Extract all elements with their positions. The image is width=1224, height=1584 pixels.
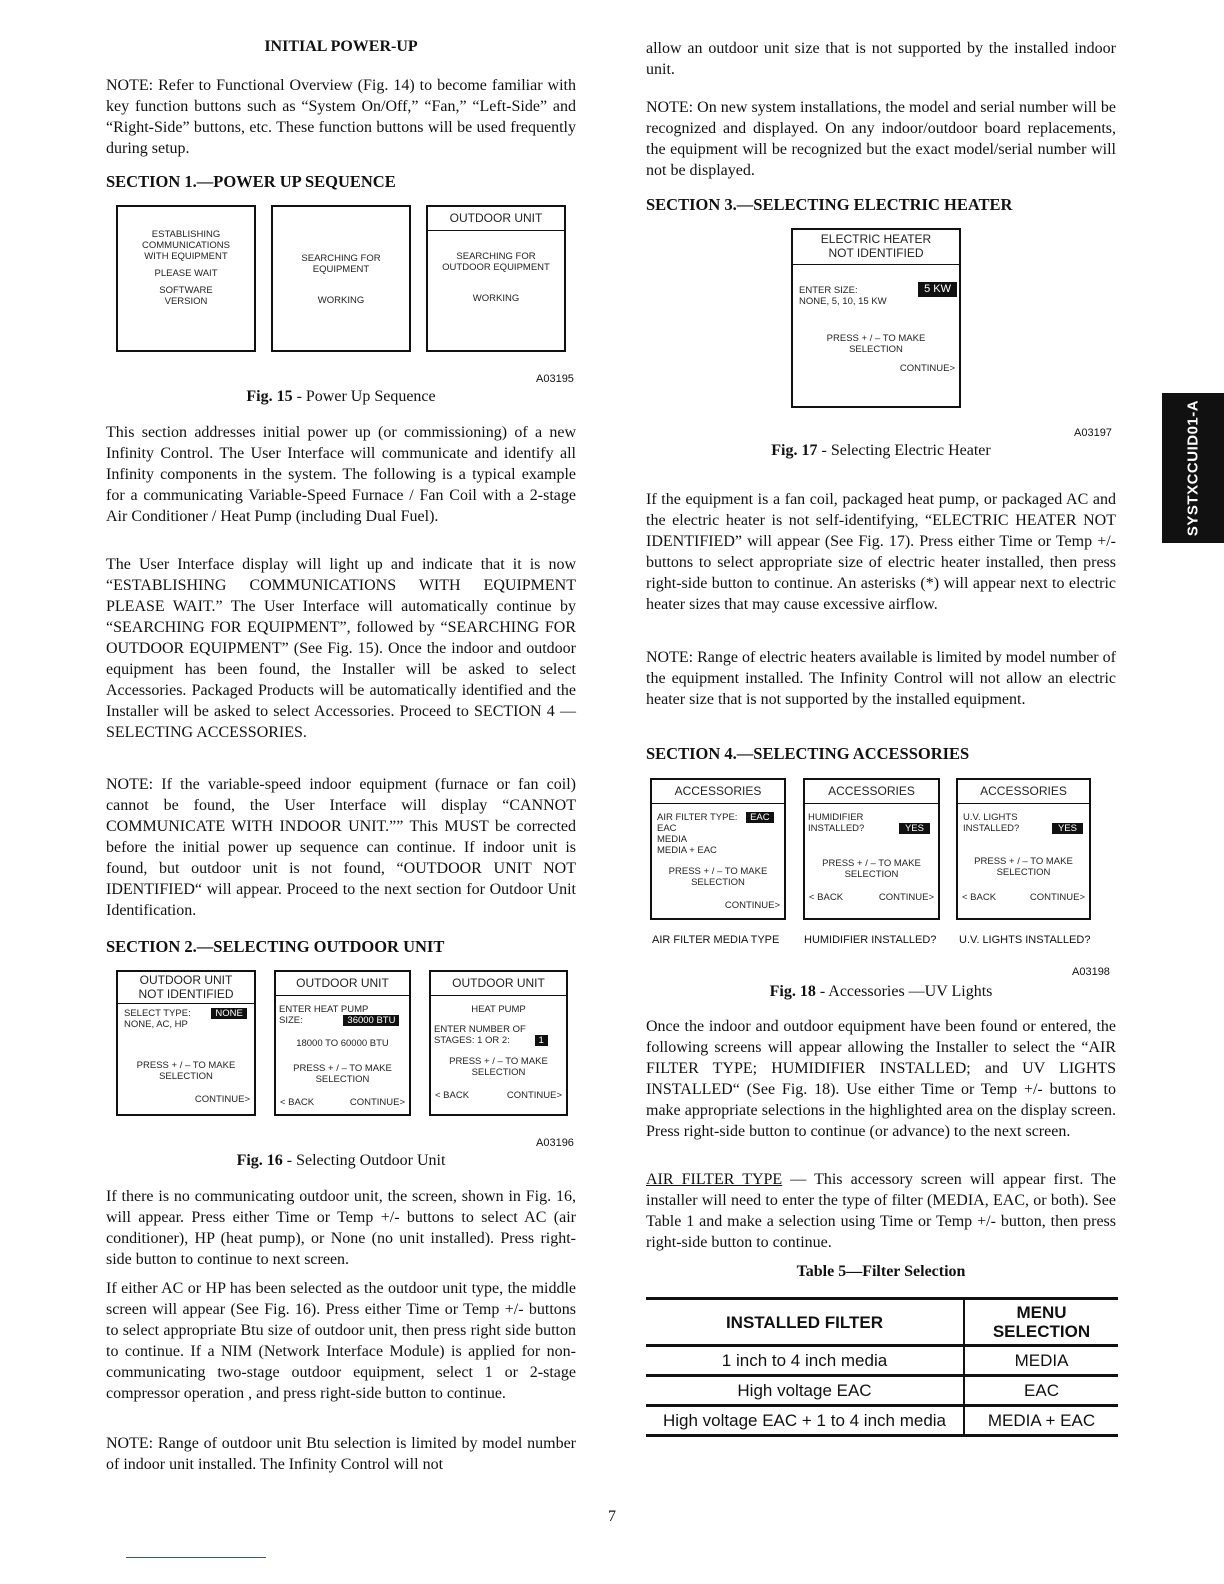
- section-title: INITIAL POWER-UP: [264, 38, 418, 55]
- fig16-screen-not-identified: OUTDOOR UNIT NOT IDENTIFIED SELECT TYPE: NONE NONE, AC, HP PRESS + / – TO MAKE SELECTION CONTINUE>: [116, 970, 256, 1116]
- para-continued: allow an outdoor unit size that is not supported by the installed indoor unit.: [646, 40, 1116, 78]
- fig15-caption: Fig. 15 - Power Up Sequence: [246, 388, 436, 405]
- table-row: High voltage EAC EAC: [646, 1376, 1118, 1406]
- note-model-serial: NOTE: On new system installations, the model and serial number will be recognized and displayed. On any indoor/outdoor board replacements, the equipment will be recognized but the exact model/serial number will not be displayed.: [646, 99, 1116, 179]
- back-button[interactable]: < BACK: [809, 892, 844, 903]
- fig18-label-air-filter: AIR FILTER MEDIA TYPE: [652, 934, 780, 946]
- column-header-menu-selection: MENU SELECTION: [964, 1299, 1118, 1346]
- para-electric-heater: If the equipment is a fan coil, packaged heat pump, or packaged AC and the electric heater is not self-identifying, “ELECTRIC HEATER NOT IDENTIFIED” will appear (See Fig. 17). Press either Time or Temp +/- buttons to select appropriate size of electric heater installed, then press right-side button to continue. An asterisks (*) will appear next to electric heater sizes that may cause excessive airflow.: [646, 491, 1116, 613]
- para-initial-power-up: This section addresses initial power up (or commissioning) of a new Infinity Control. The User Interface will communicate and identify all Infinity components in the system. The following is a typical example for a communicating Variable-Speed Furnace / Fan Coil with a 2-stage Air Conditioner / Heat Pump (including Dual Fuel).: [106, 424, 576, 525]
- back-button[interactable]: < BACK: [280, 1097, 315, 1108]
- fig18-label-uv-lights: U.V. LIGHTS INSTALLED?: [959, 934, 1091, 946]
- fig18-code: A03198: [1072, 966, 1110, 978]
- table-row: 1 inch to 4 inch media MEDIA: [646, 1346, 1118, 1376]
- table-row: High voltage EAC + 1 to 4 inch media MEDIA + EAC: [646, 1406, 1118, 1436]
- type-value[interactable]: NONE: [211, 1008, 246, 1019]
- fig18-screen-air-filter: ACCESSORIES AIR FILTER TYPE: EAC EAC MEDIA MEDIA + EAC PRESS + / – TO MAKE SELECTION CONTINUE>: [650, 778, 786, 920]
- humidifier-value[interactable]: YES: [899, 823, 930, 834]
- side-tab: SYSTXCCUID01-A: [1162, 393, 1224, 543]
- section-4-heading: SECTION 4.—SELECTING ACCESSORIES: [646, 744, 970, 763]
- continue-button[interactable]: CONTINUE>: [1029, 892, 1085, 903]
- back-button[interactable]: < BACK: [435, 1090, 470, 1101]
- note-cannot-communicate: NOTE: If the variable-speed indoor equipment (furnace or fan coil) cannot be found, the User Interface will display “CANNOT COMMUNICATE WITH INDOOR UNIT.”” This MUST be corrected before the initial power up sequence can continue. If indoor unit is found, but outdoor unit is not found, “OUTDOOR UNIT NOT IDENTIFIED“ will appear. Proceed to the next section for Outdoor Unit Identification.: [106, 776, 576, 919]
- fig15-screen-establishing: ESTABLISHING COMMUNICATIONS WITH EQUIPMENT PLEASE WAIT SOFTWARE VERSION: [116, 205, 256, 352]
- continue-button[interactable]: CONTINUE>: [349, 1097, 405, 1108]
- note-functional-overview: NOTE: Refer to Functional Overview (Fig. 14) to become familiar with key function buttons such as “System On/Off,” “Fan,” “Left-Side” and “Right-Side” buttons, etc. These function buttons will be used frequently during setup.: [106, 77, 576, 157]
- fig17-caption: Fig. 17 - Selecting Electric Heater: [771, 442, 991, 459]
- section-1-heading: SECTION 1.—POWER UP SEQUENCE: [106, 172, 396, 191]
- continue-button[interactable]: CONTINUE>: [878, 892, 934, 903]
- fig18-caption: Fig. 18 - Accessories —UV Lights: [769, 983, 993, 1000]
- continue-button[interactable]: CONTINUE>: [899, 363, 955, 374]
- para-no-outdoor-unit: If there is no communicating outdoor unit, the screen, shown in Fig. 16, will appear. Press either Time or Temp +/- buttons to select AC (air conditioner), HP (heat pump), or None (no unit installed). Press right-side button to continue to next screen.: [106, 1188, 576, 1268]
- continue-button[interactable]: CONTINUE>: [506, 1090, 562, 1101]
- para-user-interface-display: The User Interface display will light up and indicate that it is now “ESTABLISHING COMMUNICATIONS WITH EQUIPMENT PLEASE WAIT.” The User Interface will automatically continue by “SEARCHING FOR EQUIPMENT”, followed by “SEARCHING FOR OUTDOOR EQUIPMENT” (See Fig. 15). Once the indoor and outdoor equipment has been found, the Installer will be asked to select Accessories. Packaged Products will be automatically identified and the Installer will be asked to select Accessories. Proceed to SECTION 4 — SELECTING ACCESSORIES.: [106, 556, 576, 741]
- section-3-heading: SECTION 3.—SELECTING ELECTRIC HEATER: [646, 195, 1013, 214]
- fig17-code: A03197: [1074, 427, 1112, 439]
- continue-button[interactable]: CONTINUE>: [194, 1094, 250, 1105]
- fig15-screen-searching: SEARCHING FOR EQUIPMENT WORKING: [271, 205, 411, 352]
- uv-lights-value[interactable]: YES: [1052, 823, 1083, 834]
- fig18-screen-humidifier: ACCESSORIES HUMIDIFIER INSTALLED? YES PRESS + / – TO MAKE SELECTION < BACK CONTINUE>: [803, 778, 940, 920]
- para-air-filter-type: AIR FILTER TYPE — This accessory screen will appear first. The installer will need to enter the type of filter (MEDIA, EAC, or both). See Table 1 and make a selection using Time or Temp +/- button, then press right-side button to continue.: [646, 1171, 1117, 1251]
- fig18-screen-uv-lights: ACCESSORIES U.V. LIGHTS INSTALLED? YES PRESS + / – TO MAKE SELECTION < BACK CONTINUE>: [956, 778, 1091, 920]
- size-value[interactable]: 36000 BTU: [343, 1015, 399, 1026]
- filter-selection-table: [646, 1297, 1118, 1437]
- section-2-heading: SECTION 2.—SELECTING OUTDOOR UNIT: [106, 937, 445, 956]
- para-ac-hp-selected: If either AC or HP has been selected as the outdoor unit type, the middle screen will appear (See Fig. 16). Press either Time or Temp +/- buttons to select appropriate Btu size of outdoor unit, then press right side button to continue. If a NIM (Network Interface Module) is applied for non-communicating two-stage outdoor equipment, select 1 or 2-stage compressor operation , and press right-side button to continue.: [106, 1280, 576, 1402]
- stages-value[interactable]: 1: [535, 1035, 548, 1046]
- page-number: 7: [608, 1508, 616, 1525]
- fig18-label-humidifier: HUMIDIFIER INSTALLED?: [804, 934, 937, 946]
- fig16-screen-stages: OUTDOOR UNIT HEAT PUMP ENTER NUMBER OF STAGES: 1 OR 2: 1 PRESS + / – TO MAKE SELECTION < BACK CONTINUE>: [429, 970, 568, 1116]
- fig15-screen-outdoor: OUTDOOR UNIT SEARCHING FOR OUTDOOR EQUIPMENT WORKING: [426, 205, 566, 352]
- column-header-installed-filter: INSTALLED FILTER: [646, 1299, 964, 1346]
- back-button[interactable]: < BACK: [962, 892, 997, 903]
- continue-button[interactable]: CONTINUE>: [724, 900, 780, 911]
- filter-type-value[interactable]: EAC: [746, 812, 774, 823]
- fig16-code: A03196: [536, 1137, 574, 1149]
- fig15-code: A03195: [536, 373, 574, 385]
- table-title: Table 5—Filter Selection: [796, 1263, 966, 1280]
- footer-rule: [126, 1557, 266, 1558]
- heater-size-value[interactable]: 5 KW: [918, 282, 957, 297]
- para-accessories: Once the indoor and outdoor equipment have been found or entered, the following screens will appear allowing the Installer to select the “AIR FILTER TYPE; HUMIDIFIER INSTALLED; and UV LIGHTS INSTALLED“ (See Fig. 18). Use either Time or Temp +/- buttons to make appropriate selections in the highlighted area on the display screen. Press right-side button to continue (or advance) to the next screen.: [646, 1018, 1116, 1140]
- note-heater-range: NOTE: Range of electric heaters available is limited by model number of the equipment installed. The Infinity Control will not allow an electric heater size that is not supported by the installed equipment.: [646, 649, 1116, 708]
- table-header-row: [646, 1299, 1118, 1346]
- fig17-screen-heater: ELECTRIC HEATER NOT IDENTIFIED ENTER SIZE: NONE, 5, 10, 15 KW 5 KW PRESS + / – TO MAKE SELECTION CONTINUE>: [791, 228, 961, 408]
- fig16-screen-size: OUTDOOR UNIT ENTER HEAT PUMP SIZE: 36000 BTU 18000 TO 60000 BTU PRESS + / – TO MAKE SELECTION < BACK CONTINUE>: [274, 970, 411, 1116]
- note-btu-range: NOTE: Range of outdoor unit Btu selection is limited by model number of indoor unit installed. The Infinity Control will not: [106, 1435, 576, 1473]
- fig16-caption: Fig. 16 - Selecting Outdoor Unit: [236, 1152, 446, 1169]
